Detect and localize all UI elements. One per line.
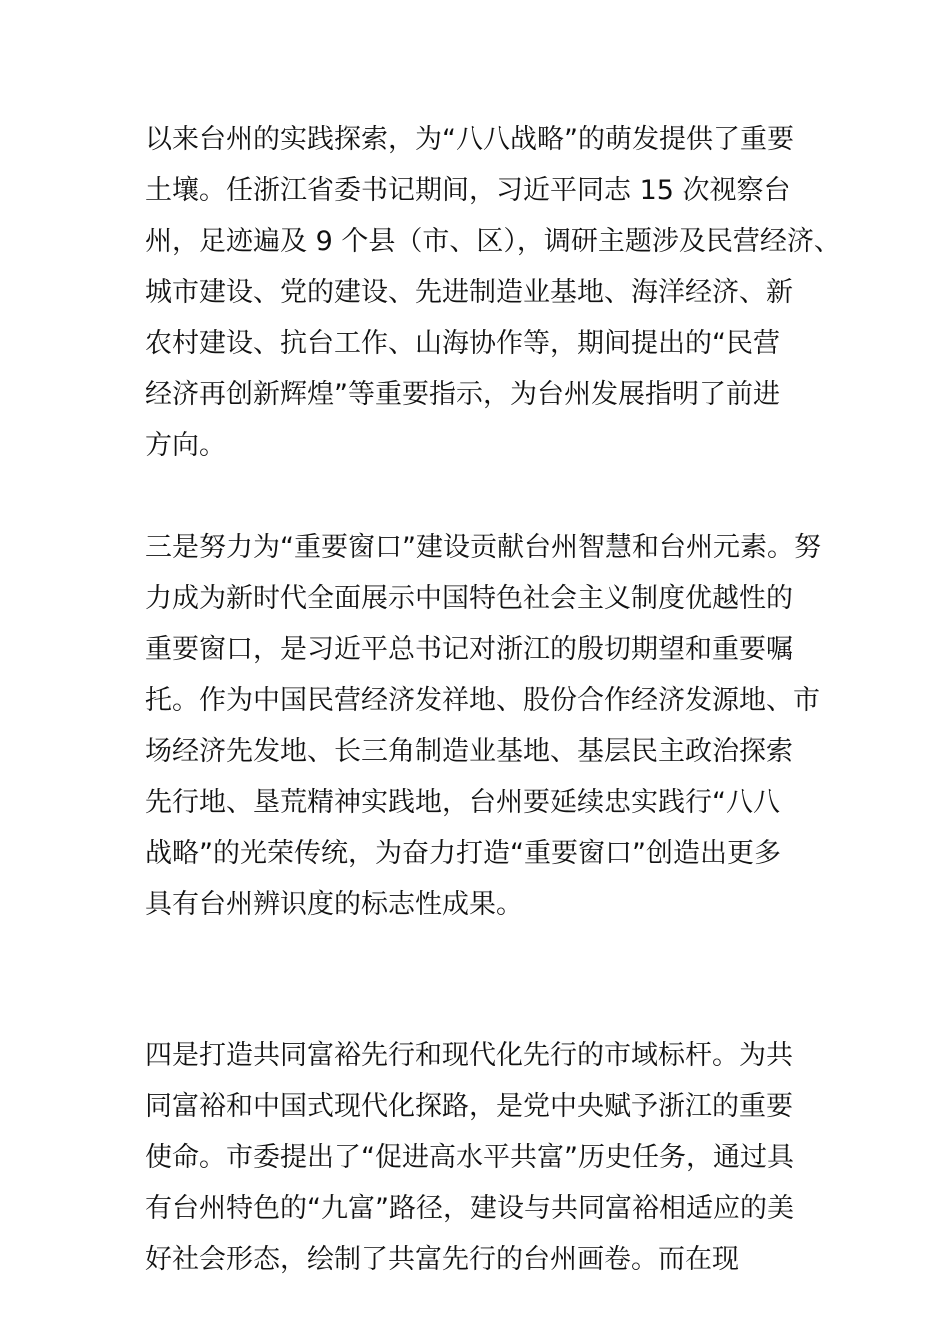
text-line: 州，足迹遍及 9 个县（市、区），调研主题涉及民营经济、	[145, 226, 841, 257]
paragraph-1	[145, 114, 841, 471]
text-line: 先行地、垦荒精神实践地，台州要延续忠实践行“八八	[145, 787, 780, 818]
text-line: 农村建设、抗台工作、山海协作等，期间提出的“民营	[145, 328, 780, 359]
text-line: 土壤。任浙江省委书记期间，习近平同志 15 次视察台	[145, 175, 791, 206]
paragraph-2	[145, 522, 821, 930]
text-line: 重要窗口，是习近平总书记对浙江的殷切期望和重要嘱	[145, 634, 793, 665]
text-line: 三是努力为“重要窗口”建设贡献台州智慧和台州元素。努	[145, 532, 821, 563]
paragraph-3	[145, 1030, 794, 1285]
text-line: 以来台州的实践探索，为“八八战略”的萌发提供了重要	[145, 124, 794, 155]
text-line: 有台州特色的“九富”路径，建设与共同富裕相适应的美	[145, 1193, 794, 1224]
text-line: 使命。市委提出了“促进高水平共富”历史任务，通过具	[145, 1142, 794, 1173]
text-line: 方向。	[145, 430, 226, 461]
text-line: 同富裕和中国式现代化探路，是党中央赋予浙江的重要	[145, 1091, 793, 1122]
text-line: 战略”的光荣传统，为奋力打造“重要窗口”创造出更多	[145, 838, 781, 869]
text-line: 城市建设、党的建设、先进制造业基地、海洋经济、新	[145, 277, 793, 308]
text-line: 力成为新时代全面展示中国特色社会主义制度优越性的	[145, 583, 793, 614]
text-line: 场经济先发地、长三角制造业基地、基层民主政治探索	[145, 736, 793, 767]
text-line: 经济再创新辉煌”等重要指示，为台州发展指明了前进	[145, 379, 780, 410]
text-line: 具有台州辨识度的标志性成果。	[145, 889, 523, 920]
text-line: 托。作为中国民营经济发祥地、股份合作经济发源地、市	[145, 685, 820, 716]
text-line: 四是打造共同富裕先行和现代化先行的市域标杆。为共	[145, 1040, 793, 1071]
text-line: 好社会形态，绘制了共富先行的台州画卷。而在现	[145, 1244, 739, 1275]
